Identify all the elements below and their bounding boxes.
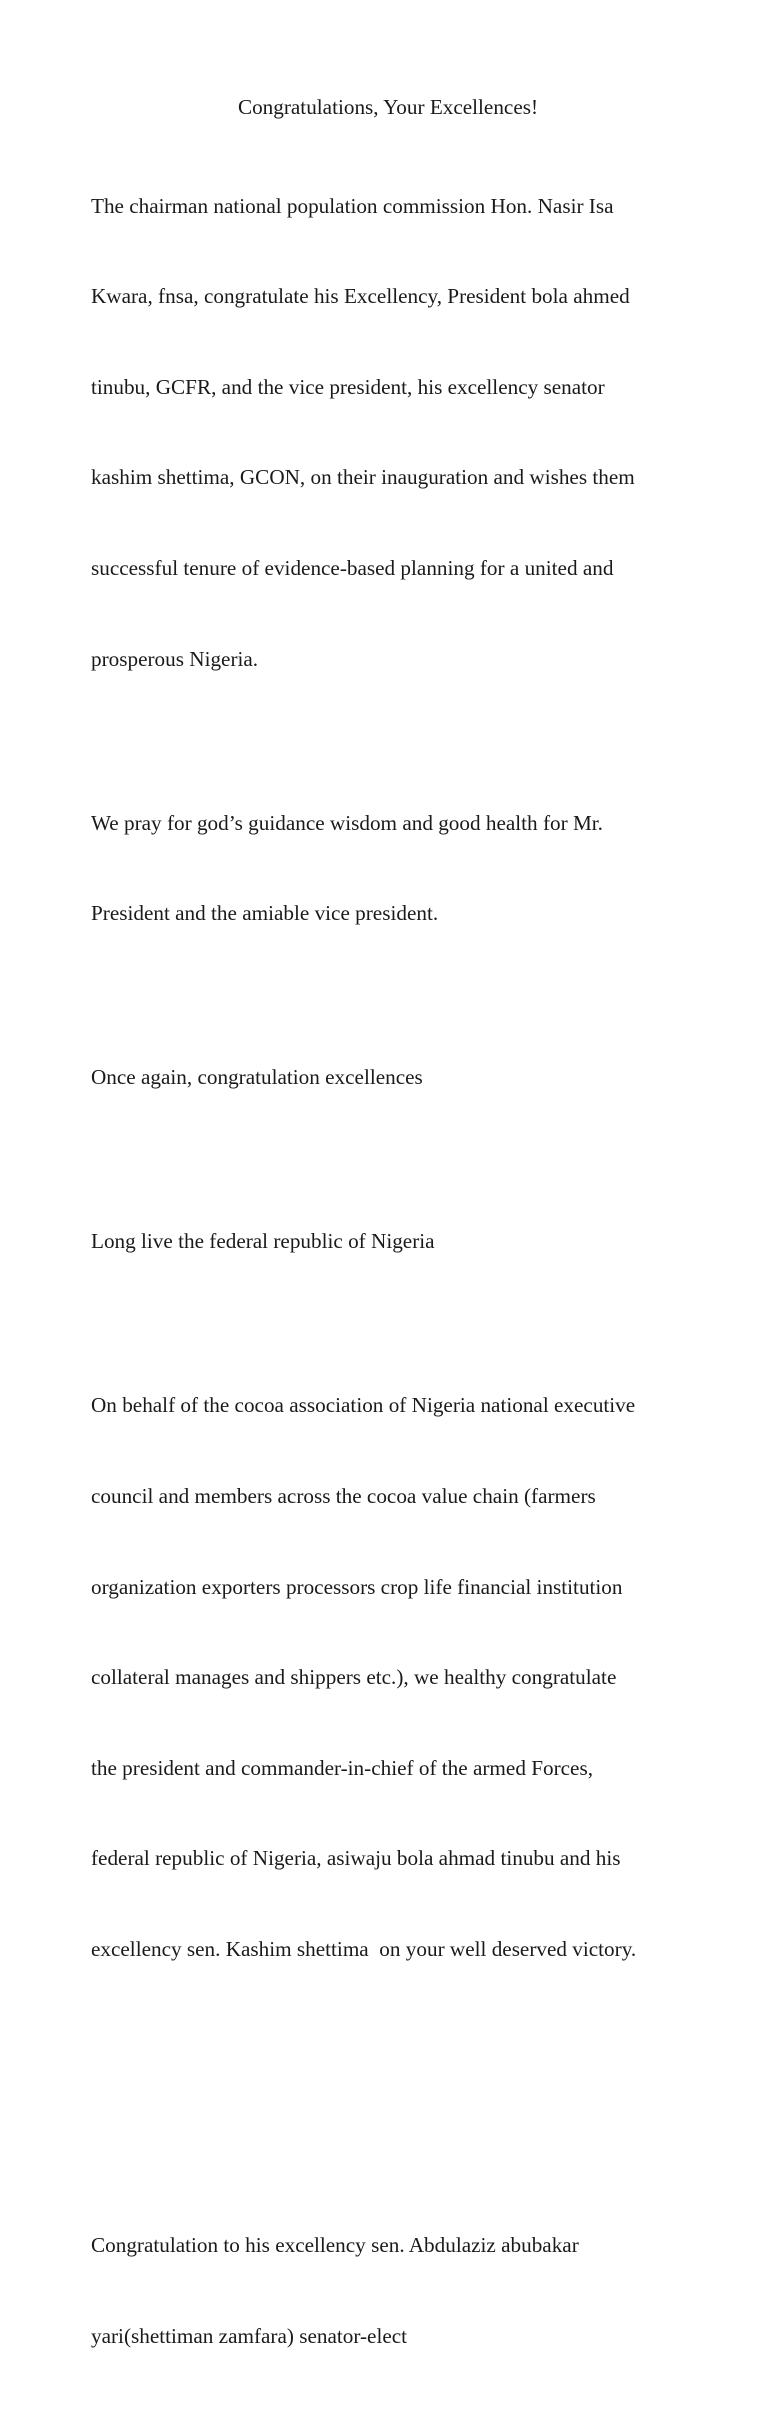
text-line: Kwara, fnsa, congratulate his Excellency, President bola ahmed — [91, 284, 630, 309]
document-title: Congratulations, Your Excellences! — [237, 95, 539, 119]
text-line: The chairman national population commission Hon. Nasir Isa — [91, 193, 614, 218]
paragraph-senator-elect — [91, 2170, 691, 2412]
text-line: President and the amiable vice president. — [91, 901, 439, 926]
text-line: the president and commander-in-chief of the armed Forces, — [91, 1755, 593, 1780]
paragraph-chairman-congratulation — [91, 130, 691, 734]
paragraph-once-again — [91, 1002, 691, 1153]
paragraph-cocoa-association — [91, 1330, 691, 2025]
text-line: organization exporters processors crop life financial institution — [91, 1574, 623, 1599]
text-line: On behalf of the cocoa association of Nigeria national executive — [91, 1393, 636, 1418]
text-line: council and members across the cocoa value chain (farmers — [91, 1483, 596, 1508]
text-line: tinubu, GCFR, and the vice president, his excellency senator — [91, 374, 605, 399]
text-line: collateral manages and shippers etc.), we healthy congratulate — [91, 1665, 617, 1690]
text-line: successful tenure of evidence-based planning for a united and — [91, 556, 614, 581]
paragraph-long-live — [91, 1166, 691, 1317]
blank-space — [91, 2038, 691, 2170]
text-line: excellency sen. Kashim shettima on your well deserved victory. — [91, 1936, 637, 1961]
text-line: Congratulation to his excellency sen. Abdulaziz abubakar — [91, 2233, 579, 2257]
text-line: federal republic of Nigeria, asiwaju bola ahmad tinubu and his — [91, 1846, 621, 1871]
text-line: Long live the federal republic of Nigeria — [91, 1229, 435, 1254]
paragraph-prayer — [91, 747, 691, 989]
text-line: Once again, congratulation excellences — [91, 1065, 423, 1090]
document-page — [91, 92, 691, 2424]
text-line: prosperous Nigeria. — [91, 646, 259, 671]
text-line: yari(shettiman zamfara) senator-elect — [91, 2323, 408, 2348]
text-line: kashim shettima, GCON, on their inauguration and wishes them — [91, 465, 635, 490]
text-line: We pray for god’s guidance wisdom and good health for Mr. — [91, 810, 603, 835]
